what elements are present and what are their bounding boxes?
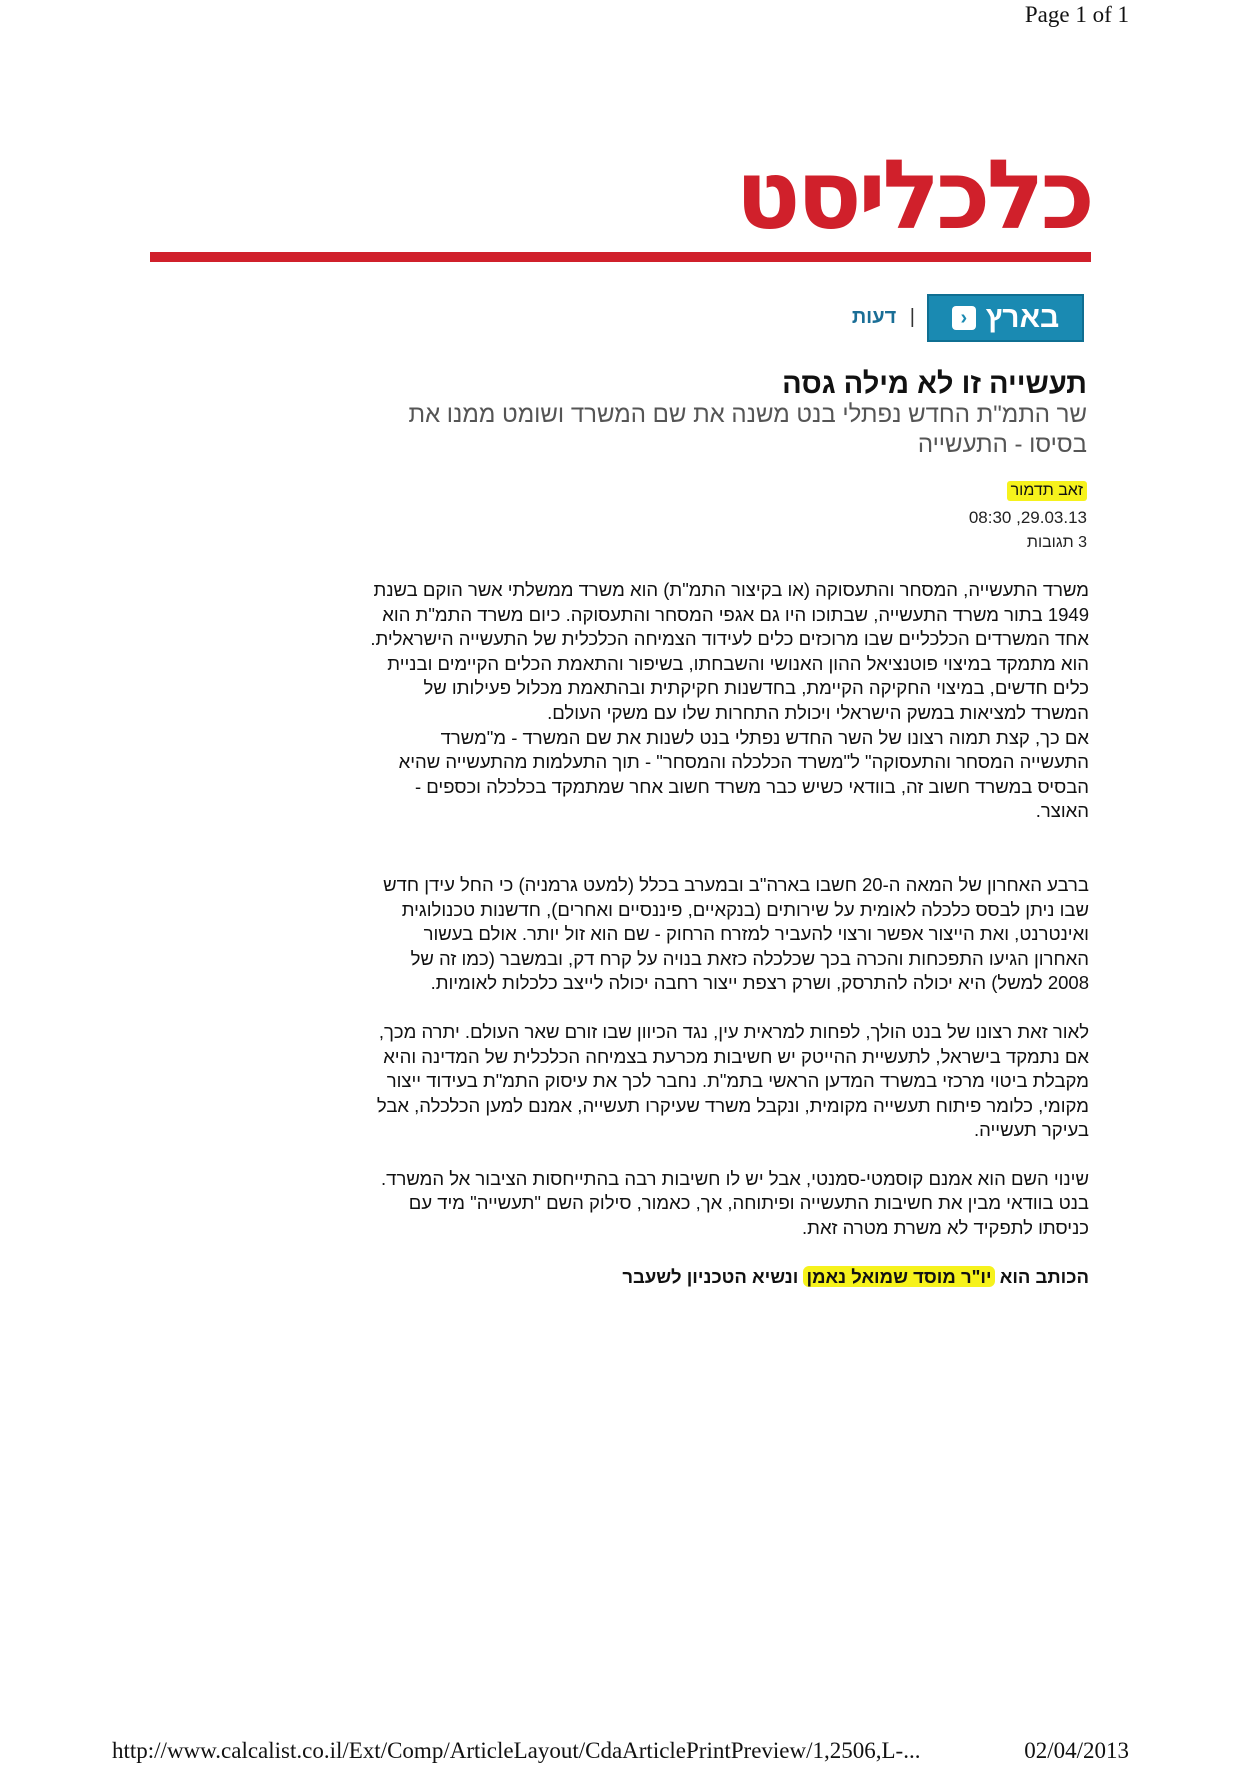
article-paragraph: שינוי השם הוא אמנם קוסמטי-סמנטי, אבל יש לו חשיבות רבה בהתייחסות הציבור אל המשרד. בנט בוודאי מבין את חשיבות התעשייה ופיתוחה, אך, כאמור, סילוק השם "תעשייה" מיד עם כניסתו לתפקיד לא משרת מטרה זאת. <box>381 1167 1089 1239</box>
article-paragraph: לאור זאת רצונו של בנט הולך, לפחות למראית עין, נגד הכיוון שבו זורם שאר העולם. יתרה מכך, אם נתמקד בישראל, לתעשיית ההייטק יש חשיבות מכרעת בצמיחה הכלכלית של המדינה והיא מקבלת ביטוי מרכזי במשרד המדען הראשי בתמ"ת. נחבר לכך את עיסוק התמ"ת בעידוד ייצור מקומי, כלומר פיתוח תעשייה מקומית, ונקבל משרד שעיקרו תעשייה, אמנם למען הכלכלה, אבל בעיקר תעשייה. <box>376 1020 1089 1141</box>
section-link-label: דעות <box>851 306 897 328</box>
author-note-highlight: יו"ר מוסד שמואל נאמן <box>803 1266 994 1287</box>
author-note-suffix: ונשיא הטכניון לשעבר <box>622 1265 799 1287</box>
print-url: http://www.calcalist.co.il/Ext/Comp/ArticleLayout/CdaArticlePrintPreview/1,2506,L-... <box>112 1738 921 1763</box>
article-body <box>369 578 1089 1289</box>
article-title: תעשייה זו לא מילה גסה <box>782 368 1087 400</box>
section-badge-label: בארץ <box>985 301 1060 334</box>
article-paragraph: ברבע האחרון של המאה ה-20 חשבו בארה"ב ובמערב בכלל (למעט גרמניה) כי החל עידן חדש שבו ניתן לבסס כלכלה לאומית על שירותים (בנקאיים, פיננסיים ואחרים), חדשנות טכנולוגית ואינטרנט, ואת הייצור אפשר ורצוי להעביר למזרח הרחוק - שם הוא זול יותר. אולם בעשור האחרון הגיעו התפכחות והכרה בכך שכלכלה כזאת בנויה על קרח דק, ובמשבר (כמו זה של 2008 למשל) היא יכולה להתרסק, ושרק רצפת ייצור רחבה יכולה לייצב כלכלות לאומיות. <box>383 873 1089 994</box>
page-number: Page 1 of 1 <box>1024 2 1129 27</box>
header-divider <box>150 252 1091 262</box>
chevron-left-icon: ‹ <box>952 306 976 330</box>
article-subtitle: שר התמ"ת החדש נפתלי בנט משנה את שם המשרד ושומט ממנו את בסיסו - התעשייה <box>408 401 1087 458</box>
article-paragraph: אם כך, קצת תמוה רצונו של השר החדש נפתלי בנט לשנות את שם המשרד - מ"משרד התעשייה המסחר והתעסוקה" ל"משרד הכלכלה והמסחר" - תוך התעלמות מהתעשייה שהיא הבסיס במשרד חשוב זה, בוודאי כשיש כבר משרד חשוב אחר שמתמקד בכלכלה וכספים - האוצר. <box>398 726 1089 822</box>
author-name[interactable]: זאב תדמור <box>1007 481 1087 501</box>
section-badge[interactable] <box>927 294 1084 342</box>
comments-count[interactable]: 3 תגובות <box>1026 534 1087 551</box>
section-link-opinions[interactable] <box>852 306 915 329</box>
author-note <box>369 1265 1089 1290</box>
article-date: 29.03.13, 08:30 <box>968 508 1087 527</box>
print-date: 02/04/2013 <box>1024 1738 1129 1763</box>
nav-separator: | <box>909 306 915 328</box>
author-note-prefix: הכותב הוא <box>999 1265 1089 1287</box>
article-paragraph: משרד התעשייה, המסחר והתעסוקה (או בקיצור התמ"ת) הוא משרד ממשלתי אשר הוקם בשנת 1949 בתור משרד התעשייה, שבתוכו היו גם אגפי המסחר והתעסוקה. כיום משרד התמ"ת הוא אחד המשרדים הכלכליים שבו מרוכזים כלים לעידוד הצמיחה הכלכלית של התעשייה הישראלית. הוא מתמקד במיצוי פוטנציאל ההון האנושי והשבחתו, בשיפור והתאמת הכלים הקיימים ובניית כלים חדשים, במיצוי החקיקה הקיימת, בחדשנות חקיקתית ובהתאמת מכלול פעילותו של המשרד למציאות במשק הישראלי ויכולת התחרות שלו עם משקי העולם. <box>370 579 1089 723</box>
calcalist-logo[interactable]: כלכליסט <box>735 139 1091 251</box>
